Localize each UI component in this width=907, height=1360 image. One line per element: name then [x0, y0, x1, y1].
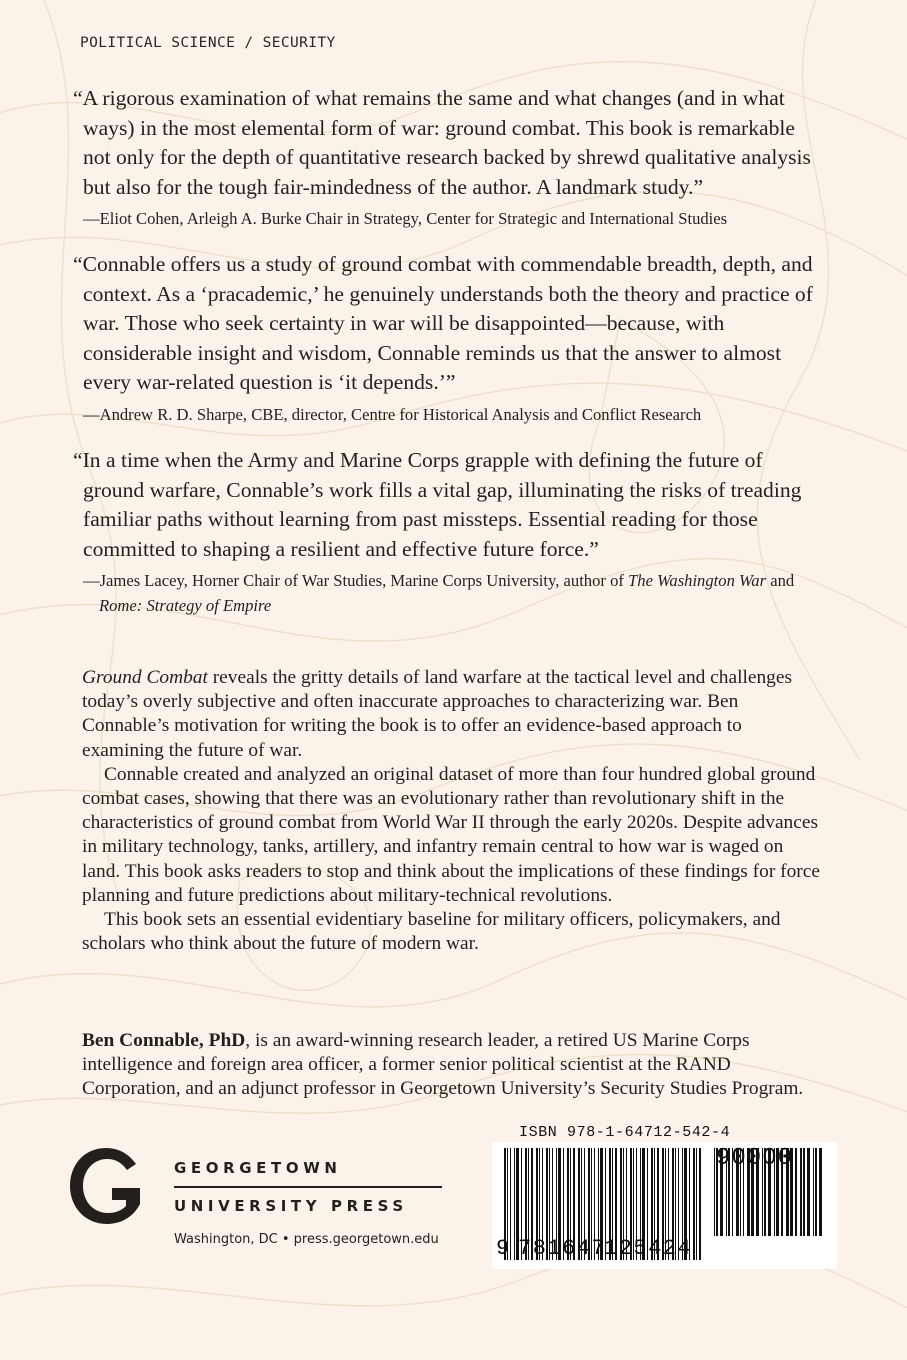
book-description	[82, 666, 822, 956]
price-code: 90000	[716, 1145, 794, 1172]
press-name-line-1: GEORGETOWN	[174, 1159, 342, 1177]
georgetown-g-logo	[66, 1144, 150, 1228]
barcode-bar	[795, 1148, 797, 1236]
barcode-bar	[514, 1148, 515, 1260]
barcode-bar	[800, 1148, 802, 1236]
press-location: Washington, DC • press.georgetown.edu	[174, 1232, 439, 1247]
barcode-right-digits: 125424	[604, 1236, 693, 1261]
barcode-bar	[819, 1148, 822, 1236]
barcode-bar	[510, 1148, 511, 1260]
attribution-prefix: —James Lacey, Horner Chair of War Studies, Marine Corps University, author of	[83, 571, 629, 591]
quote-block-1	[73, 84, 825, 231]
barcode-bar	[803, 1148, 805, 1236]
barcode-bar	[813, 1148, 814, 1236]
quote-attribution: —Andrew R. D. Sharpe, CBE, director, Centre for Historical Analysis and Conflict Research	[83, 404, 702, 424]
book-title: Ground Combat	[82, 667, 208, 688]
barcode-bar	[815, 1148, 817, 1236]
author-bio: Ben Connable, PhD, is an award-winning research leader, a retired US Marine Corps intelligence and foreign area officer, a former senior political scientist at the RAND Corporation, and an adjunct professor in Georgetown University’s Security Studies Program.	[82, 1030, 804, 1100]
quote-text: “A rigorous examination of what remains the same and what changes (and in what ways) in the most elemental form of war: ground combat. This book is remarkable not only for the depth of quantitative research backed by shrewd qualitative analysis but also for the tough fair-mindedness of the author. A landmark study.”	[73, 86, 811, 199]
quote-attribution: —Eliot Cohen, Arleigh A. Burke Chair in Strategy, Center for Strategic and International Studies	[83, 209, 728, 229]
press-divider	[174, 1186, 442, 1188]
barcode-bar	[696, 1148, 697, 1260]
barcode-first-digit: 9	[496, 1236, 510, 1261]
quote-text: “Connable offers us a study of ground combat with commendable breadth, depth, and context. As a ‘pracademic,’ he genuinely understands both the theory and practice of war. Those who seek certainty in war will be disappointed—because, with considerable insight and wisdom, Connable reminds us that the answer to almost every war-related question is ‘it depends.’”	[73, 252, 813, 395]
book-title-washington-war: The Washington War	[628, 571, 767, 591]
quote-text: “In a time when the Army and Marine Corps grapple with defining the future of ground warfare, Connable’s work fills a vital gap, illuminating the risks of treading familiar paths without learning from past missteps. Essential reading for those committed to shaping a resilient and effective future force.”	[73, 448, 802, 561]
attribution-and: and	[766, 571, 795, 591]
description-paragraph-3: This book sets an essential evidentiary baseline for military officers, policymakers, and scholars who think about the future of modern war.	[82, 909, 781, 955]
isbn-label: ISBN 978-1-64712-542-4	[519, 1124, 731, 1141]
description-paragraph-1: Ground Combat reveals the gritty details of land warfare at the tactical level and challenges today’s overly subjective and often inaccurate approaches to characterizing war. Ben Connable’s motivation for writing the book is to offer an evidence-based approach to examining the future of war.	[82, 667, 793, 761]
barcode-left-digits: 781647	[518, 1236, 607, 1261]
category-label: POLITICAL SCIENCE / SECURITY	[80, 35, 336, 51]
press-name-line-2: UNIVERSITY PRESS	[174, 1197, 408, 1215]
barcode-bar	[714, 1148, 715, 1236]
barcode-bar	[807, 1148, 810, 1236]
quote-attribution	[73, 568, 825, 618]
quote-block-2	[73, 250, 825, 427]
quote-block-3	[73, 446, 825, 618]
author-name: Ben Connable, PhD	[82, 1030, 246, 1051]
barcode-bar	[699, 1148, 701, 1260]
book-title-rome: Rome: Strategy of Empire	[99, 596, 272, 616]
barcode-bar	[693, 1148, 695, 1260]
description-paragraph-2: Connable created and analyzed an original dataset of more than four hundred global ground combat cases, showing that there was an evolutionary rather than revolutionary shift in the characteristics of ground combat from World War II through the early 2020s. Despite advances in military technology, tanks, artillery, and infantry remain central to how war is waged on land. This book asks readers to stop and think about the implications of these findings for force planning and future predictions about military-technical revolutions.	[82, 763, 820, 906]
